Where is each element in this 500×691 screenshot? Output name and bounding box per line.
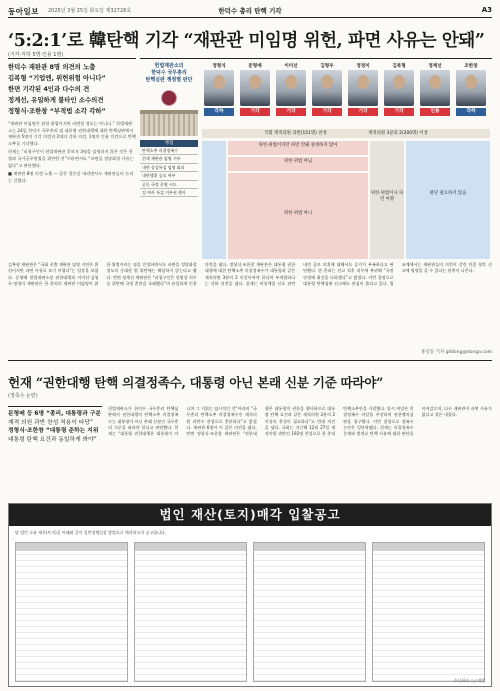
vote-badge: 각하 <box>456 108 486 116</box>
ad-table <box>253 542 366 682</box>
ruling-infographic <box>140 58 492 262</box>
flow-box: 위헌·위법 아님 <box>228 157 368 171</box>
ad-table <box>15 542 128 682</box>
justice-name: 김복형 <box>392 64 406 69</box>
lead-column <box>8 58 136 186</box>
second-story-body: 헌법재판소가 한덕수 국무총리 탄핵심판에서 권한대행의 탄핵소추 의결정족수는 대통령이 아닌 본래 신분인 국무총리 기준을 따라야 한다고 판단했다. 헌재는 “대통령 권한대행은 대통령이 아니며 그 지위는 임시적인 것”이라며 “국무총리 탄핵소추 의결정족수인 재적의원 과반수 찬성으로 충분하다”고 밝혔다. 재판관 6명이 이 같은 의견을 냈다. 반면 정형식·조한창 재판관은 “권한대행은 대통령의 권한을 행사하므로 대통령 탄핵 요건과 같은 재적의원 3분의 2 이상의 찬성이 필요하다”고 반대 의견을 냈다. 국회는 지난해 12월 27일 재적의원 과반인 192명 찬성으로 한 총리 탄핵소추안을 가결했다. 당시 여당은 의결정족수 미달을 주장하며 권한쟁의심판을 청구했다. 이번 결정으로 정족수 논란은 일단락됐다. 헌재는 의결정족수 문제와 별개로 탄핵 사유에 대한 판단을 이어갔으며, 다수 재판관이 파면 사유가 없다고 결론 내렸다. <box>108 406 492 437</box>
quorum-left: 국회 재적의원 과반(151명) 찬성 <box>264 131 327 136</box>
page-number: A3 <box>481 6 492 14</box>
vote-badge: 각하 <box>204 108 234 116</box>
vote-badge: 인용 <box>420 108 450 116</box>
second-headline: 헌재 “권한대행 탄핵 의결정족수, 대통령 아닌 본래 신분 기준 따라야” <box>8 375 384 390</box>
justice-name: 조한창 <box>464 64 478 69</box>
main-headline: ‘5:2:1’로 韓탄핵 기각 “재판관 미임명 위헌, 파면 사유는 안돼” <box>8 31 485 51</box>
justice-photo <box>456 70 486 106</box>
newspaper-logo: 동아일보 <box>8 7 39 16</box>
section-divider <box>8 360 492 361</box>
subhead: 재적 의원 과반 찬성 적용이 타당” <box>8 419 94 426</box>
justice-name: 이미선 <box>284 64 298 69</box>
subheads <box>8 58 136 117</box>
subhead: 정형식·조한창 “부적법 소각 각하” <box>8 107 106 115</box>
justice-name: 정계선 <box>428 64 442 69</box>
vote-badge: 기각 <box>348 108 378 116</box>
justice-photo <box>312 70 342 106</box>
ad-table <box>372 542 485 682</box>
lead-paragraph: 헌재는 “피청구인이 헌법재판관 후보자 3명을 임명하지 않은 것은 헌법과 국가공무원법을 위반한 것”이라면서도 “파면을 정당화할 사유는 없다”고 판단했다. <box>8 149 134 168</box>
lead-paragraph: ■ 재판관 8명 의견 노출 — 같은 결론을 내리면서도 재판관들의 논리는 갈렸다. <box>8 171 134 183</box>
court-seal-icon <box>161 90 177 106</box>
vote-badge: 기각 <box>276 108 306 116</box>
justice-card <box>418 63 452 116</box>
justice-name: 문형배 <box>248 64 262 69</box>
ad-tables <box>15 542 485 682</box>
issue-row: 탄핵소추 의결정족수 <box>140 147 198 155</box>
justice-photo <box>204 70 234 106</box>
justice-card <box>310 63 344 116</box>
subhead: 김복형 “기업엔, 위헌위험 아니다” <box>8 74 106 82</box>
flow-box: 판단 필요하지 않음 <box>406 141 490 259</box>
justice-card <box>346 63 380 116</box>
section-title: 한덕수 총리 탄핵 기각 <box>218 7 282 15</box>
second-credit: (정족수 논란) <box>8 393 38 399</box>
justice-card <box>454 63 488 116</box>
issues-table <box>140 140 198 197</box>
quorum-right: 재적의원 3분의 2(200명) 이상 <box>368 131 428 136</box>
subhead: 정형식·조한창 “대통령 준하는 지위 <box>8 428 99 435</box>
justice-card <box>238 63 272 116</box>
lead-text <box>8 121 136 184</box>
vote-badge: 기각 <box>384 108 414 116</box>
masthead <box>8 6 492 18</box>
court-title: 헌법재판소의 한덕수 국무총리 탄핵심판 쟁점별 판단 <box>145 63 193 83</box>
issue-row: 내란행위 공모 여부 <box>140 172 198 180</box>
lead-paragraph: “재판관 미임명은 위헌·위법이지만 파면할 정도는 아니다.” 헌법재판소는 24일 한덕수 국무총리 겸 대통령 권한대행에 대한 탄핵심판에서 재판관 5명의 기각 의견과 2명의 각하 의견, 1명의 인용 의견으로 탄핵소추를 기각했다. <box>8 121 136 146</box>
vote-badge: 기각 <box>312 108 342 116</box>
issue-row: 내란 상설특검 임명 회피 <box>140 164 198 172</box>
justice-photo <box>384 70 414 106</box>
justice-name: 정형식 <box>212 64 226 69</box>
flow-box: 위헌·위법 아니 <box>228 173 368 259</box>
courtroom-image <box>140 110 198 136</box>
issue-row: 헌재 재판관 임명 거부 <box>140 155 198 163</box>
subhead: 한덕수 재판관 8명 의견의 노출 <box>8 63 96 71</box>
main-credit: (기각·각하 5명·인용 1명) <box>8 52 64 58</box>
justice-photo <box>420 70 450 106</box>
justice-name: 김형두 <box>320 64 334 69</box>
flow-box <box>202 141 226 259</box>
auction-advertisement <box>8 503 492 687</box>
quorum-bar <box>202 129 490 138</box>
justice-card <box>382 63 416 116</box>
flow-box: 위헌·위법이지만 파면 안돼 중대하지 않아 <box>228 141 368 155</box>
ad-footer: 주식회사 ○○개발 <box>453 678 485 683</box>
justice-name: 정정미 <box>356 64 370 69</box>
subhead: 정계선, 유일하게 불타인 소수의견 <box>8 96 104 104</box>
vote-badge: 기각 <box>240 108 270 116</box>
ruling-flow <box>202 141 490 259</box>
justice-photo <box>240 70 270 106</box>
subhead: 문형배 등 6명 “총리, 대통령과 구분 <box>8 411 101 417</box>
issue-row: 김 여사 특검 거부권 행사 <box>140 189 198 197</box>
issue-row: 공동 국정 운영 시도 <box>140 181 198 189</box>
second-subheads <box>8 406 102 444</box>
justice-card <box>274 63 308 116</box>
justice-photo <box>276 70 306 106</box>
ad-table <box>134 542 247 682</box>
justice-card <box>202 63 236 116</box>
subhead: 한면 기각된 4인과 다수의 견 <box>8 85 90 93</box>
story-body: 김복형 재판관은 “국회 선출 재판관 임명 지연은 위헌이지만 파면 사유로 보기 어렵다”는 입장을 보였다. 문형배 헌법재판소장 권한대행과 이미선·김형두·정정미 재판관은 한 총리의 재판관 미임명이 위헌·위법이라는 점을 인정하면서도 파면을 정당화할 정도의 중대한 법 위반에는 해당하지 않는다고 봤다. 반면 정계선 재판관은 “피청구인은 헌법상 의무를 위반해 국정 혼란을 초래했다”며 유일하게 인용 의견을 냈다. 정형식·조한창 재판관은 대통령 권한대행에 대한 탄핵소추 의결정족수가 대통령과 같은 재적의원 3분의 2 이상이어야 한다며 부적법하다는 각하 의견을 냈다. 헌재는 비상계엄 선포 관련 내란 공모 의혹에 대해서도 증거가 부족하다고 판단했다. 한 총리는 선고 직후 직무에 복귀해 “국정 안정에 최선을 다하겠다”고 밝혔다. 이번 결정으로 대통령 탄핵심판 선고에도 관심이 쏠리고 있다. 법조계에서는 재판관들의 의견이 갈린 만큼 향후 선고에 영향을 줄 수 있다는 관측이 나온다. <box>8 262 492 286</box>
subhead: 대통령 탄핵 요건과 동일하게 봐야” <box>8 436 97 443</box>
justice-photo <box>348 70 378 106</box>
flow-box: 위헌·위법이나 파면 마땅 <box>370 141 404 259</box>
court-panel <box>140 63 198 259</box>
byline: 홍길동 기자 gildong@donga.com <box>421 350 492 355</box>
issues-header: 쟁점 <box>140 140 198 147</box>
ad-title: 법인 재산(토지)매각 입찰공고 <box>9 504 491 526</box>
ad-subtitle: 당 법인 소유 재산(토지)을 아래와 같이 일반경쟁입찰 방법으로 매각하고자 공고합니다. <box>15 530 167 535</box>
issue-date: 2025년 3월 25일 화요일 제32728호 <box>48 8 132 14</box>
